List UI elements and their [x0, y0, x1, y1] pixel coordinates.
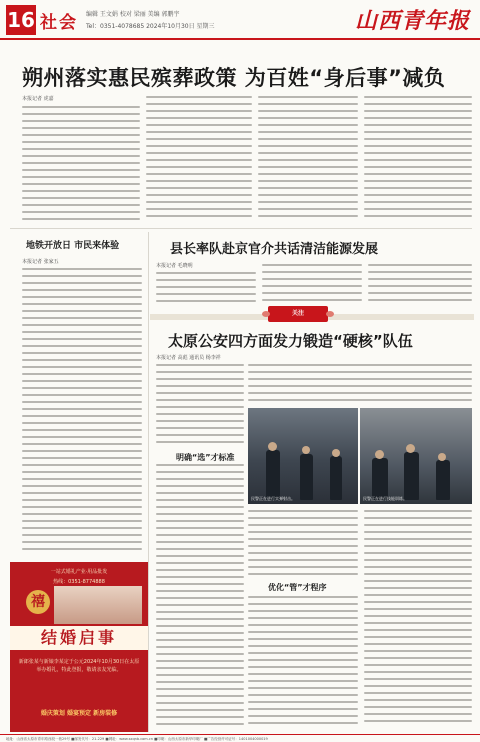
- ad-logo-icon: 禧: [26, 590, 50, 614]
- taiyuan-article-intro: [248, 364, 472, 406]
- taiyuan-article-col2-bottom: [248, 596, 358, 732]
- newspaper-masthead: 山西青年报: [354, 8, 470, 34]
- county-article-col3: [368, 264, 472, 308]
- skills-training-photo: [360, 408, 472, 504]
- county-article-col2: [262, 264, 362, 308]
- ad-top-line: 一站式婚礼产业·用品批发: [50, 569, 108, 575]
- taiyuan-subhead-1: 明确“选”才标准: [176, 453, 235, 462]
- wedding-advertisement: [10, 562, 148, 732]
- shooting-training-photo: [248, 408, 358, 504]
- main-article-col3: [258, 96, 358, 226]
- taiyuan-subhead-2: 优化“管”才程序: [268, 583, 327, 592]
- page-header: [0, 0, 480, 40]
- page-number: 16: [6, 5, 36, 35]
- county-article-byline: 本报记者 毛晓明: [156, 263, 193, 269]
- taiyuan-article-headline: 太原公安四方面发力锻造“硬核”队伍: [168, 332, 413, 350]
- page-footer: 地址：山西省太原市青年路西段一巷29号 ■邮发代号：21-229 ■网址：www.sxqnb.com.cn ■印刷：山西太原市新华印刷厂 ■广告经营许可证号：1401004000019: [0, 734, 480, 742]
- county-article-col1: [156, 272, 256, 308]
- section-title: 社会: [40, 13, 78, 33]
- ad-tags: 婚庆策划 婚宴预定 新房装修: [40, 710, 118, 717]
- section-tag: 关注: [268, 306, 328, 322]
- taiyuan-article-col1-bottom: [156, 464, 244, 732]
- ad-phone: 热线：0351-8774888: [53, 579, 105, 585]
- main-article-col2: [146, 96, 252, 226]
- taiyuan-article-byline: 本报记者 高彪 通讯员 杨李祥: [156, 355, 221, 361]
- couple-photo: [54, 586, 142, 624]
- editor-line: 编辑 王文娟 校对 梁丽 美编 郭鹏宇: [86, 11, 180, 18]
- photo-caption-right: 民警正在进行技能训练。: [363, 496, 407, 501]
- left-article-body: [22, 268, 142, 558]
- main-article-col4: [364, 96, 472, 226]
- main-headline: 朔州落实惠民殡葬政策 为百姓“身后事”减负: [22, 66, 446, 90]
- photo-caption-left: 民警正在进行实弹射击。: [251, 496, 295, 501]
- county-article-headline: 县长率队赴京官介共话清洁能源发展: [170, 242, 379, 257]
- divider: [10, 228, 472, 229]
- main-byline: 本报记者 虎嘉: [22, 96, 54, 102]
- ad-title: 结婚启事: [10, 626, 148, 650]
- taiyuan-article-col3: [364, 510, 472, 732]
- column-divider: [148, 232, 149, 732]
- main-article-col1: [22, 106, 140, 226]
- left-article-headline: 地铁开放日 市民来体验: [26, 241, 120, 251]
- taiyuan-article-col2-top: [248, 510, 358, 578]
- date-line: Tel：0351-4078685 2024年10月30日 星期三: [86, 23, 215, 30]
- ad-body: 新郎张某与新娘李某定于公元2024年10月30日在太原举办婚礼，特此登报，敬请亲友光临。: [18, 659, 140, 673]
- left-article-byline: 本报记者 张家五: [22, 259, 59, 265]
- taiyuan-article-col1-top: [156, 364, 244, 448]
